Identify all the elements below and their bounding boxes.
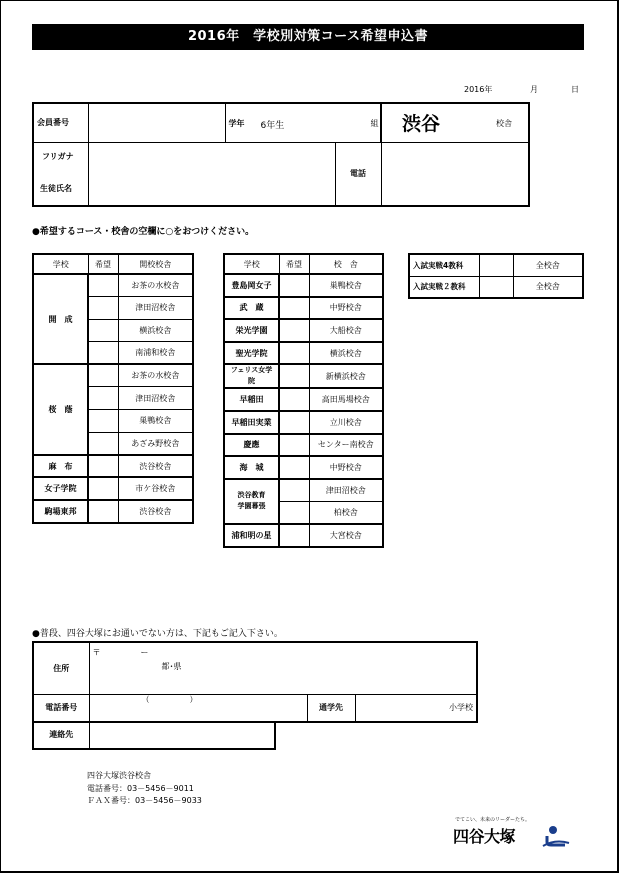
school-attend-suffix: 小学校 [449, 703, 473, 713]
t2-campus: 中野校舎 [309, 297, 383, 320]
course-table-2 [223, 253, 384, 548]
phone-number-label: 電話番号 [33, 694, 89, 722]
t2-school: 栄光学園 [224, 319, 279, 342]
contact-label: 連絡先 [33, 721, 89, 749]
t2-wish-cell[interactable] [279, 342, 309, 365]
address-field[interactable] [89, 642, 477, 694]
t2-header-school: 学校 [224, 254, 279, 274]
t2-school: 浦和明の星 [224, 524, 279, 547]
t2-campus: 柏校舎 [309, 501, 383, 524]
t2-school: 海 城 [224, 456, 279, 479]
t2-campus: 横浜校舎 [309, 342, 383, 365]
t1-campus: 津田沼校舎 [118, 297, 193, 320]
t2-wish-cell[interactable] [279, 297, 309, 320]
t3-row1-campus: 全校舎 [513, 254, 583, 276]
phone-paren: （ ） [141, 694, 198, 704]
date-day: 日 [571, 85, 579, 94]
grade-cell [225, 103, 381, 142]
logo-tagline: でてこい、未来のリーダーたち。 [455, 817, 531, 823]
t1-school: 麻 布 [33, 455, 88, 478]
yotsuya-otsuka-logo [453, 814, 583, 854]
t1-campus: 南浦和校舎 [118, 342, 193, 365]
t1-wish-cell[interactable] [88, 432, 118, 455]
footer-line-fax: ＦＡＸ番号：03－5456－9033 [87, 796, 202, 805]
t1-campus: 渋谷校舎 [118, 455, 193, 478]
t1-wish-cell[interactable] [88, 342, 118, 365]
t2-campus: 大船校舎 [309, 319, 383, 342]
phone-label: 電話 [335, 142, 381, 206]
name-label-cell [33, 142, 88, 206]
t2-wish-cell[interactable] [279, 501, 309, 524]
t2-campus: 新横浜校舎 [309, 364, 383, 388]
prefecture-label: 都･県 [161, 662, 182, 672]
t1-school: 駒場東邦 [33, 500, 88, 523]
logo-mark-icon [541, 822, 571, 848]
school-suffix: 校舎 [496, 119, 512, 129]
t1-wish-cell[interactable] [88, 500, 118, 523]
member-id-label: 会員番号 [33, 103, 88, 142]
t3-row2-name: 入試実戦２教科 [409, 276, 479, 298]
t1-wish-cell[interactable] [88, 364, 118, 387]
t2-campus: 立川校舎 [309, 411, 383, 434]
contact-field[interactable] [89, 721, 275, 749]
t2-school: 慶應 [224, 434, 279, 457]
t1-wish-cell[interactable] [88, 274, 118, 297]
t1-wish-cell[interactable] [88, 319, 118, 342]
footer-line-phone: 電話番号：03－5456－9011 [87, 783, 194, 793]
t1-campus: お茶の水校舎 [118, 274, 193, 297]
t1-campus: お茶の水校舎 [118, 364, 193, 387]
school-cell [381, 103, 529, 142]
date-month: 月 [530, 85, 538, 94]
t1-header-wish: 希望 [88, 254, 118, 274]
t2-wish-cell[interactable] [279, 524, 309, 547]
logo-text: 四谷大塚 [453, 827, 516, 846]
date-year: 2016年 [464, 85, 493, 94]
t1-campus: 市ケ谷校舎 [118, 477, 193, 500]
course-table-1 [32, 253, 194, 524]
t1-school: 開 成 [33, 274, 88, 364]
form-title: 2016年 学校別対策コース希望申込書 [32, 24, 584, 50]
footer-line-campus: 四谷大塚渋谷校舎 [87, 771, 151, 780]
class-label: 組 [370, 119, 379, 129]
t2-school: 聖光学院 [224, 342, 279, 365]
contact-table [32, 721, 276, 750]
t2-school: 渋谷教育 学園幕張 [224, 479, 279, 524]
t1-school: 女子学院 [33, 477, 88, 500]
t1-campus: 渋谷校舎 [118, 500, 193, 523]
t2-school: 豊島岡女子 [224, 274, 279, 297]
t3-row2-campus: 全校舎 [513, 276, 583, 298]
t1-wish-cell[interactable] [88, 297, 118, 320]
t2-wish-cell[interactable] [279, 364, 309, 388]
t2-wish-cell[interactable] [279, 434, 309, 457]
t1-header-campus: 開校校舎 [118, 254, 193, 274]
t2-wish-cell[interactable] [279, 411, 309, 434]
course-table-3 [408, 253, 584, 299]
school-attend-field[interactable] [355, 694, 477, 722]
address-label: 住所 [33, 642, 89, 694]
school-contact-footer [87, 770, 202, 808]
t2-header-campus: 校 舎 [309, 254, 383, 274]
t2-campus: 中野校舎 [309, 456, 383, 479]
address-table [32, 641, 478, 723]
furigana-label: フリガナ [42, 151, 74, 161]
t3-row1-wish[interactable] [479, 254, 513, 276]
t2-campus: 巣鴨校舎 [309, 274, 383, 297]
t2-wish-cell[interactable] [279, 319, 309, 342]
t2-school: 早稲田実業 [224, 411, 279, 434]
student-name-field[interactable] [88, 142, 335, 206]
t2-campus: センター南校舎 [309, 434, 383, 457]
grade-label: 学年 [228, 119, 245, 129]
grade-value[interactable]: 6年生 [260, 121, 285, 132]
t2-campus: 大宮校舎 [309, 524, 383, 547]
t3-row1-name: 入試実戦4教科 [409, 254, 479, 276]
student-name-label: 生徒氏名 [40, 183, 72, 193]
t1-campus: 津田沼校舎 [118, 387, 193, 410]
non-member-notice: ●普段、四谷大塚にお通いでない方は、下記もご記入下さい。 [32, 629, 283, 639]
phone-field[interactable] [381, 142, 529, 206]
t2-header-wish: 希望 [279, 254, 309, 274]
t3-row2-wish[interactable] [479, 276, 513, 298]
school-attend-label: 通学先 [307, 694, 355, 722]
t2-school: フェリス女学院 [224, 364, 279, 388]
course-instruction: ●希望するコース・校舎の空欄に○をおつけください。 [32, 227, 255, 237]
t1-campus: 巣鴨校舎 [118, 410, 193, 433]
t1-wish-cell[interactable] [88, 410, 118, 433]
t1-header-school: 学校 [33, 254, 88, 274]
postal-mark: 〒 ー [92, 648, 149, 658]
t2-wish-cell[interactable] [279, 479, 309, 502]
t1-school: 桜 蔭 [33, 364, 88, 454]
t1-campus: あざみ野校舎 [118, 432, 193, 455]
t2-wish-cell[interactable] [279, 388, 309, 411]
school-name: 渋谷 [402, 113, 441, 136]
t1-campus: 横浜校舎 [118, 319, 193, 342]
member-info-table [32, 102, 530, 207]
t2-school: 武 蔵 [224, 297, 279, 320]
t2-school: 早稲田 [224, 388, 279, 411]
t1-wish-cell[interactable] [88, 477, 118, 500]
t2-wish-cell[interactable] [279, 274, 309, 297]
t2-wish-cell[interactable] [279, 456, 309, 479]
t2-campus: 高田馬場校舎 [309, 388, 383, 411]
t2-campus: 津田沼校舎 [309, 479, 383, 502]
phone-number-field[interactable] [89, 694, 307, 722]
member-id-field[interactable] [88, 103, 225, 142]
t1-wish-cell[interactable] [88, 387, 118, 410]
t1-wish-cell[interactable] [88, 455, 118, 478]
